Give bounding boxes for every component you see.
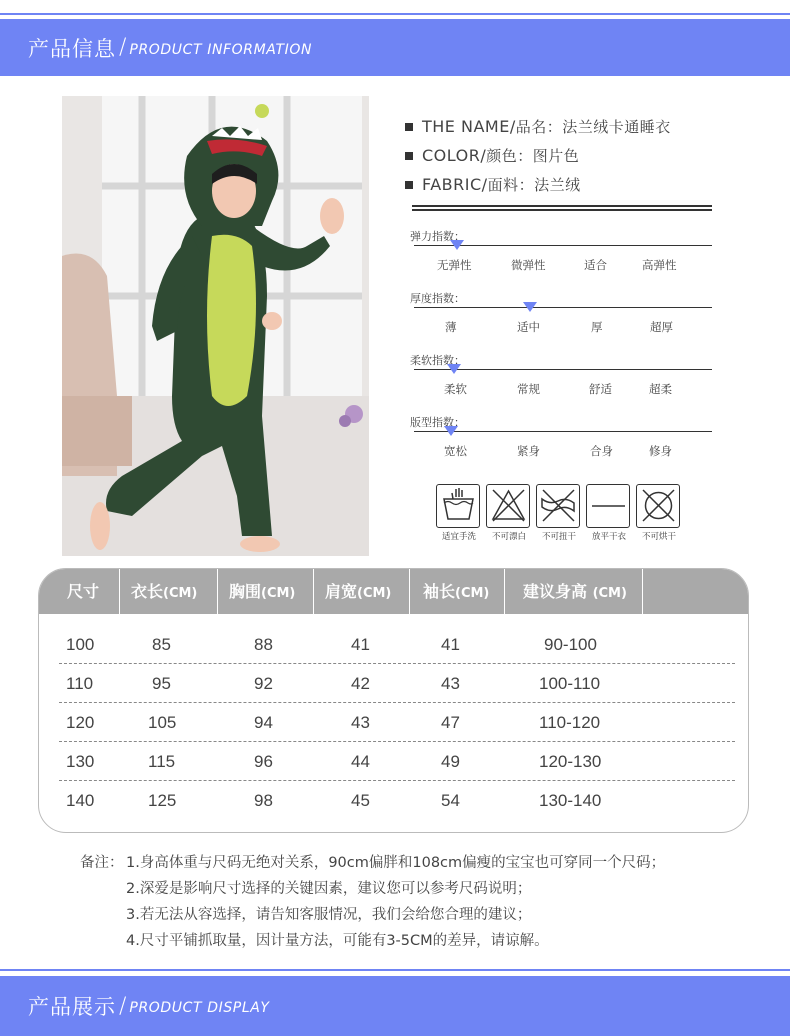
header-main: 建议身高 xyxy=(523,582,593,601)
scale-title: 弹力指数： xyxy=(410,230,465,243)
scale-option: 高弹性 xyxy=(642,258,677,272)
note-text: 1.身高体重与尺码无绝对关系，90cm偏胖和108cm偏瘦的宝宝也可穿同一个尺码； xyxy=(126,855,666,871)
header-chest xyxy=(229,569,295,614)
cell-height: 110-120 xyxy=(539,713,601,732)
header-main: 袖长 xyxy=(423,582,456,601)
product-photo xyxy=(62,96,369,556)
care-item xyxy=(586,484,632,542)
scale-marker-icon xyxy=(523,302,537,312)
size-notes xyxy=(80,850,760,954)
cell-height: 130-140 xyxy=(539,791,602,810)
header-shoulder xyxy=(325,569,391,614)
scale-option: 常规 xyxy=(517,382,540,396)
cell-height: 120-130 xyxy=(539,752,602,771)
header-divider xyxy=(119,569,120,614)
note-line xyxy=(80,902,760,928)
bullet-icon xyxy=(405,152,413,160)
scale-option: 微弹性 xyxy=(511,258,546,272)
header-unit: (CM) xyxy=(592,586,627,601)
cell-shoulder: 41 xyxy=(351,635,370,654)
note-line xyxy=(80,850,760,876)
table-row xyxy=(59,703,735,742)
scale-option: 适中 xyxy=(517,320,540,334)
header-divider xyxy=(313,569,314,614)
cell-sleeve: 47 xyxy=(441,713,460,732)
cell-size: 140 xyxy=(66,791,95,810)
care-instructions xyxy=(436,484,686,542)
size-table xyxy=(38,568,749,833)
cell-chest: 92 xyxy=(254,674,273,693)
info-name-cn-label: 品名： xyxy=(515,118,563,136)
info-color-row xyxy=(405,141,725,170)
scale-option: 舒适 xyxy=(589,382,612,396)
care-label: 适宜手洗 xyxy=(441,532,476,542)
info-fabric-label: FABRIC/ xyxy=(422,175,488,194)
cell-length: 85 xyxy=(152,635,171,654)
scale-option: 紧身 xyxy=(517,444,540,458)
cell-length: 95 xyxy=(152,674,171,693)
scale-marker-icon xyxy=(444,426,458,436)
cell-sleeve: 43 xyxy=(441,674,460,693)
header-unit: (CM) xyxy=(455,586,490,601)
note-line xyxy=(80,876,760,902)
child-dinosaur-onesie-image xyxy=(62,96,369,556)
info-color-cn-label: 颜色： xyxy=(486,147,533,165)
scale-bar xyxy=(414,431,712,432)
info-name-row xyxy=(405,112,725,141)
banner-top-stripe xyxy=(0,13,790,15)
note-text: 4.尺寸平铺抓取量，因计量方法，可能有3-5CM的差异，请谅解。 xyxy=(126,933,549,949)
care-item xyxy=(536,484,582,542)
scale-option: 合身 xyxy=(590,444,613,458)
cell-shoulder: 43 xyxy=(351,713,370,732)
bullet-icon xyxy=(405,181,413,189)
header-sleeve xyxy=(423,569,489,614)
care-label: 不可漂白 xyxy=(491,532,526,542)
scale-option: 无弹性 xyxy=(437,258,472,272)
thickness-scale xyxy=(410,290,715,350)
double-divider xyxy=(412,205,712,211)
scale-option: 薄 xyxy=(445,320,457,334)
cell-size: 100 xyxy=(66,635,95,654)
fit-scale xyxy=(410,414,715,474)
scale-option: 厚 xyxy=(591,320,603,334)
scale-option: 修身 xyxy=(649,444,672,458)
header-divider xyxy=(217,569,218,614)
scale-title: 版型指数： xyxy=(410,416,465,429)
care-label: 不可烘干 xyxy=(641,532,676,542)
elasticity-scale xyxy=(410,228,715,288)
cell-height: 100-110 xyxy=(539,674,601,693)
cell-chest: 96 xyxy=(254,752,273,771)
info-fabric-cn-label: 面料： xyxy=(487,176,535,194)
cell-sleeve: 41 xyxy=(441,635,460,654)
info-name-label: THE NAME/ xyxy=(422,117,516,136)
note-text: 2.深爱是影响尺寸选择的关键因素，建议您可以参考尺码说明； xyxy=(126,881,532,897)
section-banner-product-display xyxy=(0,976,790,1036)
no-tumble-dry-icon xyxy=(636,484,680,528)
cell-size: 110 xyxy=(66,674,94,693)
info-color-label: COLOR/ xyxy=(422,146,487,165)
product-info-list xyxy=(405,112,725,199)
header-divider xyxy=(409,569,410,614)
no-wring-icon xyxy=(536,484,580,528)
care-item xyxy=(486,484,532,542)
scale-option: 宽松 xyxy=(444,444,467,458)
banner-title-en: PRODUCT INFORMATION xyxy=(129,41,313,58)
scale-title: 厚度指数： xyxy=(410,292,465,305)
scale-title: 柔软指数： xyxy=(410,354,465,367)
scale-marker-icon xyxy=(450,240,464,250)
header-divider xyxy=(504,569,505,614)
cell-length: 115 xyxy=(148,752,176,771)
scale-option: 柔软 xyxy=(444,382,467,396)
cell-chest: 88 xyxy=(254,635,273,654)
header-main: 尺寸 xyxy=(67,582,100,601)
table-row xyxy=(59,781,735,820)
softness-scale xyxy=(410,352,715,412)
bullet-icon xyxy=(405,123,413,131)
info-name-value: 法兰绒卡通睡衣 xyxy=(562,118,671,136)
no-bleach-icon xyxy=(486,484,530,528)
table-row xyxy=(59,625,735,664)
banner-title-cn: 产品信息 xyxy=(28,36,116,61)
care-item xyxy=(436,484,482,542)
dry-flat-icon xyxy=(586,484,630,528)
banner-bottom-stripe xyxy=(0,969,790,971)
size-table-header xyxy=(39,569,748,614)
header-unit: (CM) xyxy=(261,586,296,601)
cell-size: 130 xyxy=(66,752,95,771)
section-banner-product-info xyxy=(0,19,790,76)
table-row xyxy=(59,742,735,781)
info-fabric-row xyxy=(405,170,725,199)
header-size xyxy=(67,569,99,614)
cell-height: 90-100 xyxy=(544,635,597,654)
care-item xyxy=(636,484,682,542)
cell-shoulder: 42 xyxy=(351,674,370,693)
note-text: 3.若无法从容选择，请告知客服情况，我们会给您合理的建议； xyxy=(126,907,532,923)
header-unit: (CM) xyxy=(163,586,198,601)
header-main: 衣长 xyxy=(131,582,164,601)
banner-title-cn: 产品展示 xyxy=(28,995,116,1019)
scale-option: 超厚 xyxy=(650,320,673,334)
cell-shoulder: 45 xyxy=(351,791,370,810)
banner-title-en: PRODUCT DISPLAY xyxy=(129,1000,270,1016)
cell-size: 120 xyxy=(66,713,95,732)
info-fabric-value: 法兰绒 xyxy=(534,176,581,194)
header-divider xyxy=(642,569,643,614)
cell-shoulder: 44 xyxy=(351,752,370,771)
cell-sleeve: 54 xyxy=(441,791,460,810)
notes-label: 备注： xyxy=(80,855,124,871)
info-color-value: 图片色 xyxy=(532,147,580,165)
cell-chest: 94 xyxy=(254,713,273,732)
hand-wash-icon xyxy=(436,484,480,528)
cell-chest: 98 xyxy=(254,791,273,810)
care-label: 不可扭干 xyxy=(541,532,576,542)
scale-option: 超柔 xyxy=(649,382,672,396)
header-length xyxy=(131,569,197,614)
header-height xyxy=(523,569,627,614)
header-main: 胸围 xyxy=(229,582,262,601)
care-label: 放平干衣 xyxy=(591,532,626,542)
note-line xyxy=(80,928,760,954)
banner-separator: / xyxy=(119,35,127,60)
cell-length: 105 xyxy=(148,713,177,732)
banner-separator: / xyxy=(119,993,127,1019)
table-row xyxy=(59,664,735,703)
cell-length: 125 xyxy=(148,791,177,810)
header-unit: (CM) xyxy=(357,586,392,601)
scale-bar xyxy=(414,307,712,308)
cell-sleeve: 49 xyxy=(441,752,460,771)
header-main: 肩宽 xyxy=(325,582,358,601)
scale-option: 适合 xyxy=(584,258,607,272)
scale-marker-icon xyxy=(447,364,461,374)
